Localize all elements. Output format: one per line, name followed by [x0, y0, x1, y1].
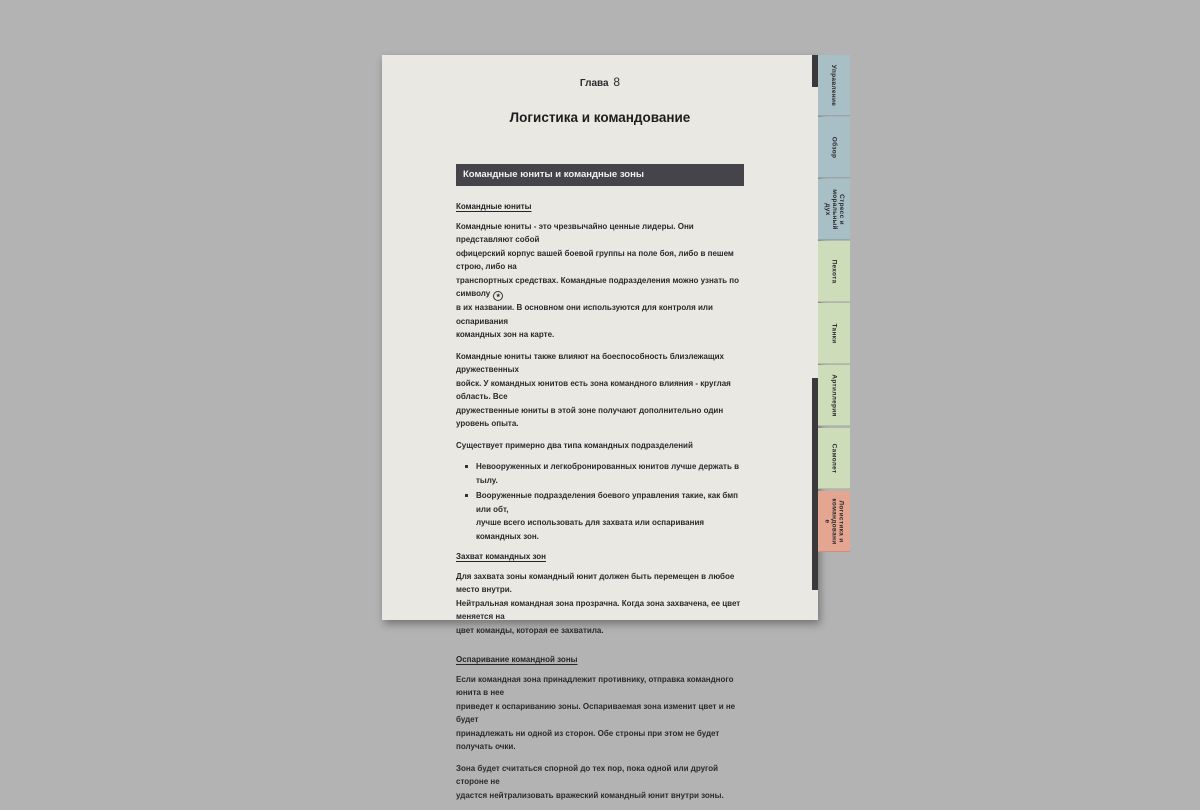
paragraph: Зона будет считаться спорной до тех пор, пока одной или другой стороне не удастся нейтрализовать вражеский командный юнит внутри зоны.: [456, 763, 724, 800]
paragraph-text: в их названии. В основном они используются для контроля или оспаривания командных зон на карте.: [456, 303, 713, 339]
paragraph-text: Командные юниты - это чрезвычайно ценные лидеры. Они представляют собой офицерский корпус вашей боевой группы на поле боя, либо в пешем строю, либо на транспортных средствах. Командные подразделения можно узнать по символу: [456, 221, 740, 298]
list-item: Невооруженных и легкобронированных юнитов лучше держать в тылу.: [476, 460, 746, 487]
chapter-word: Глава: [579, 78, 609, 89]
tab-label: Логистика и командовани е: [823, 497, 845, 545]
paragraph: Существует примерно два типа командных подразделений: [456, 440, 693, 450]
heading-command-units: Командные юниты: [456, 202, 532, 211]
paragraph: Если командная зона принадлежит противнику, отправка командного юнита в нее приведет к оспариванию зоны. Оспариваемая зона изменит цвет и не будет принадлежать ни одной из сторон. Обе строны при этом не будет получать очки.: [456, 674, 736, 751]
tab-label: Стресс и моральный дух: [823, 188, 845, 230]
paragraph: [456, 220, 746, 342]
tab-stress-morale[interactable]: [818, 179, 850, 240]
heading-zone-contest: Оспаривание командной зоны: [456, 655, 578, 664]
tab-tanks[interactable]: [818, 303, 850, 364]
list-item: Вооруженные подразделения боевого управления такие, как бмп или обт, лучше всего использовать для захвата или оспаривания командных зон.: [476, 489, 746, 543]
command-symbol-icon: ★: [493, 291, 503, 301]
tab-label: Управление: [830, 64, 838, 106]
bullet-list: [456, 460, 746, 543]
chapter-label: [382, 75, 818, 89]
tab-logistics-command[interactable]: [818, 491, 850, 552]
tab-label: Танки: [830, 322, 838, 344]
tab-management[interactable]: [818, 55, 850, 116]
tab-label: Артиллерия: [830, 373, 838, 417]
tab-label: Обзор: [830, 136, 838, 158]
tab-overview[interactable]: [818, 117, 850, 178]
chapter-number: 8: [613, 75, 621, 89]
tab-aircraft[interactable]: [818, 428, 850, 489]
tab-label: Пехота: [830, 258, 838, 284]
section-banner: Командные юниты и командные зоны: [456, 164, 744, 186]
tab-infantry[interactable]: [818, 241, 850, 302]
document-page: [382, 55, 818, 800]
tab-artillery[interactable]: [818, 365, 850, 426]
page-title: Логистика и командование: [509, 110, 691, 125]
paragraph: Для захвата зоны командный юнит должен быть перемещен в любое место внутри. Нейтральная командная зона прозрачна. Когда зона захвачена, ее цвет меняется на цвет команды, которая ее захватила.: [456, 571, 741, 635]
tab-label: Самолет: [830, 443, 838, 473]
heading-zone-capture: Захват командных зон: [456, 552, 546, 561]
paragraph: Командные юниты также влияют на боеспособность близлежащих дружественных войск. У командных юнитов есть зона командного влияния - круглая область. Все дружественные юниты в этой зоне получают дополнительно один уровень опыта.: [456, 351, 731, 428]
page-content: [456, 200, 746, 810]
